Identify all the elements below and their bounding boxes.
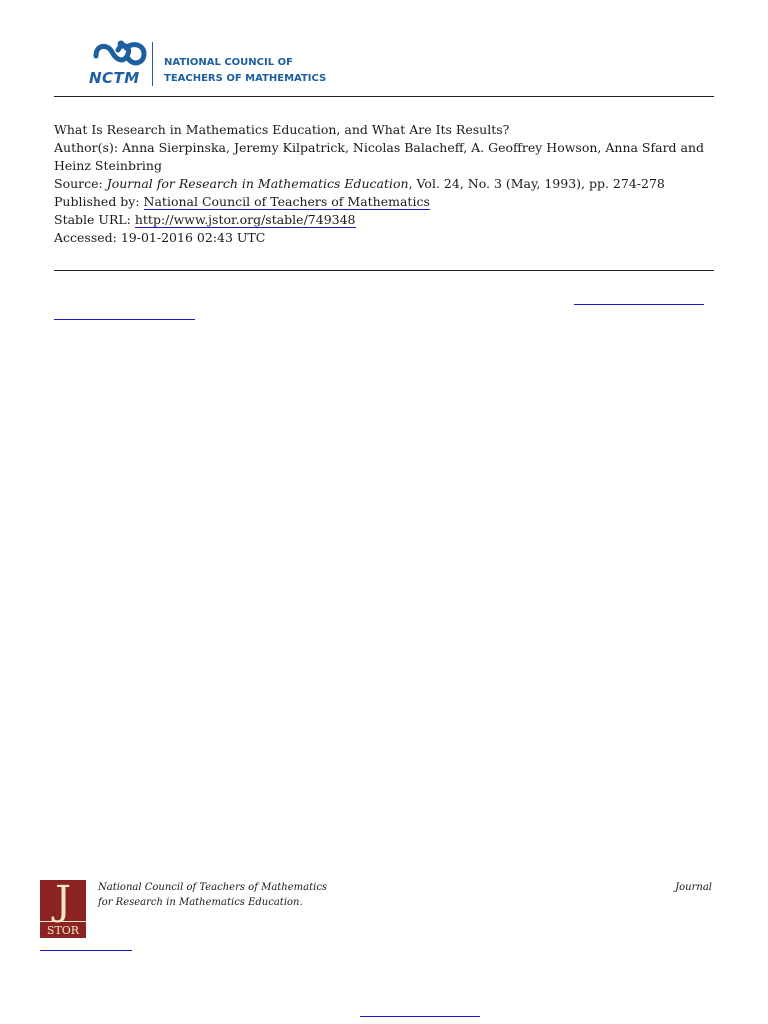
logo-name-line-2: TEACHERS OF MATHEMATICS	[164, 73, 327, 84]
publisher-line	[54, 193, 714, 211]
terms-link-underline-2[interactable]	[54, 319, 195, 320]
authors-value: Anna Sierpinska, Jeremy Kilpatrick, Nicolas Balacheff, A. Geoffrey Howson, Anna Sfard and Heinz Steinbring	[54, 140, 705, 173]
citation-divider	[54, 270, 714, 271]
logo-name-line-1: NATIONAL COUNCIL OF	[164, 57, 293, 68]
nctm-logo	[88, 38, 328, 90]
publisher-link[interactable]: National Council of Teachers of Mathematics	[143, 194, 430, 209]
article-title: What Is Research in Mathematics Education, and What Are Its Results?	[54, 122, 510, 137]
accessed-line: Accessed: 19-01-2016 02:43 UTC	[54, 230, 266, 245]
nctm-infinity-icon	[88, 38, 152, 72]
footer-journal: Journal	[675, 882, 712, 893]
stable-url-line	[54, 211, 714, 229]
source-line	[54, 175, 714, 193]
source-journal: Journal for Research in Mathematics Education	[106, 176, 409, 191]
logo-organization-name	[164, 55, 344, 87]
logo-divider	[152, 42, 153, 86]
terms-link-underline-1[interactable]	[574, 304, 704, 305]
bottom-link-underline[interactable]	[360, 1016, 480, 1017]
logo-abbreviation: NCTM	[89, 69, 140, 87]
jstor-logo-word: STOR	[40, 921, 86, 939]
header-divider	[54, 96, 714, 97]
jstor-link-underline[interactable]	[40, 950, 132, 951]
footer-line-1: National Council of Teachers of Mathematics	[98, 882, 328, 893]
stable-url-link[interactable]: http://www.jstor.org/stable/749348	[134, 212, 356, 227]
citation-block	[54, 121, 714, 247]
jstor-logo-letter: J	[54, 878, 72, 924]
footer-text	[98, 880, 714, 910]
jstor-logo	[40, 880, 86, 938]
source-details: , Vol. 24, No. 3 (May, 1993), pp. 274-278	[408, 176, 665, 191]
publisher-label: Published by:	[54, 194, 144, 209]
authors-line	[54, 139, 714, 175]
footer-line-2: for Research in Mathematics Education.	[98, 897, 303, 908]
source-label: Source:	[54, 176, 107, 191]
stable-url-label: Stable URL:	[54, 212, 135, 227]
authors-label: Author(s):	[54, 140, 123, 155]
